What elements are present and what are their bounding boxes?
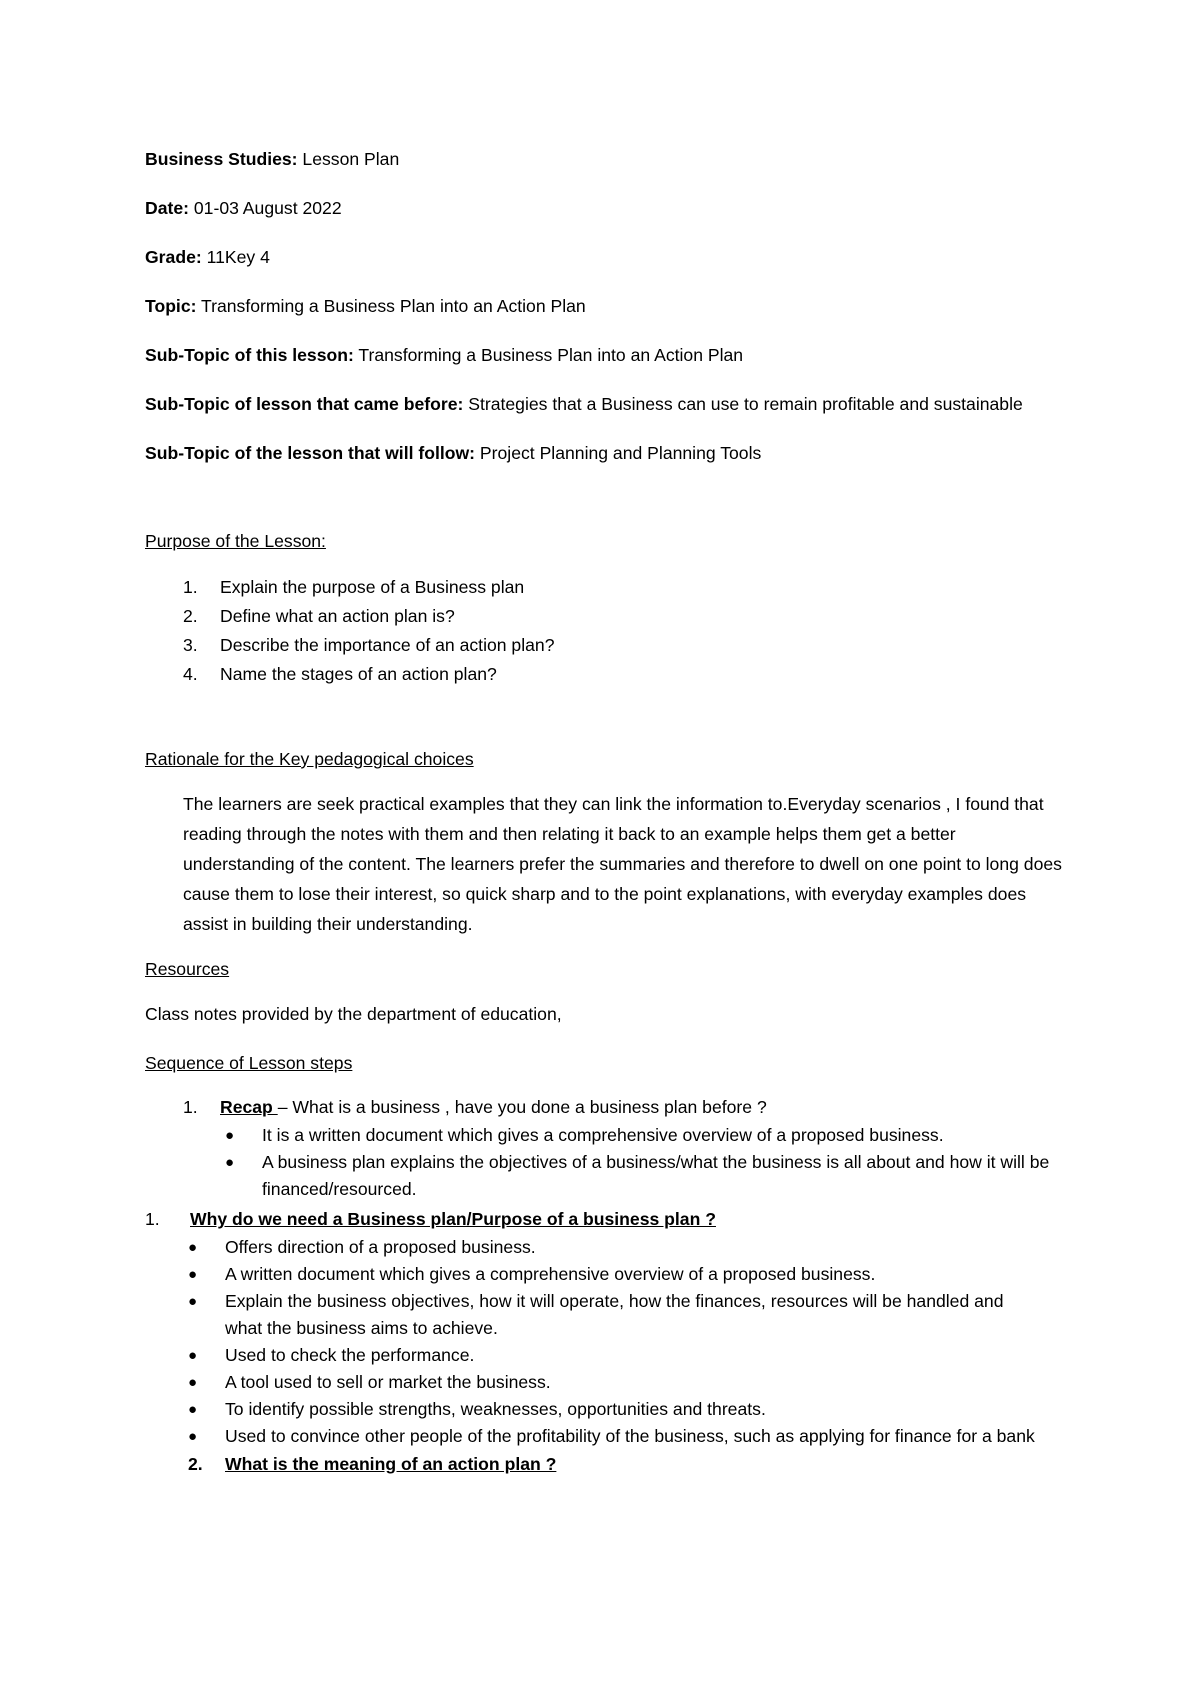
list-item: ● Explain the business objectives, how it will operate, how the finances, resources will be handled and what the business aims to achieve.	[145, 1288, 1045, 1342]
list-item: ● Used to check the performance.	[145, 1342, 1065, 1369]
document-page	[145, 145, 1065, 1479]
bullet-icon: ●	[188, 1239, 198, 1256]
list-item: ● Used to convince other people of the profitability of the business, such as applying for finance for a bank	[145, 1423, 1045, 1450]
purpose-heading: Purpose of the Lesson:	[145, 531, 326, 551]
bullet-icon: ●	[188, 1428, 198, 1445]
lesson-topic: Topic: Transforming a Business Plan into an Action Plan	[145, 296, 586, 316]
bullet-icon: ●	[188, 1347, 198, 1364]
list-item: 3. Describe the importance of an action plan?	[183, 635, 555, 655]
sequence-heading: Sequence of Lesson steps	[145, 1053, 353, 1073]
previous-subtopic: Sub-Topic of lesson that came before: Strategies that a Business can use to remain profitable and sustainable	[145, 394, 1023, 414]
recap-bullets	[145, 1122, 1065, 1203]
bullet-icon: ●	[188, 1401, 198, 1418]
recap-step: 1. Recap – What is a business , have you done a business plan before ?	[183, 1097, 767, 1117]
list-item: ● A tool used to sell or market the business.	[145, 1369, 1065, 1396]
list-item: ● A business plan explains the objectives of a business/what the business is all about and how it will be financed/resourced.	[145, 1149, 1062, 1203]
why-business-plan-step: 1. Why do we need a Business plan/Purpose of a business plan ?	[145, 1209, 716, 1229]
list-item: 1. Explain the purpose of a Business plan	[183, 577, 525, 597]
list-item: ● A written document which gives a comprehensive overview of a proposed business.	[145, 1261, 1065, 1288]
list-item: ● To identify possible strengths, weaknesses, opportunities and threats.	[145, 1396, 1065, 1423]
rationale-heading: Rationale for the Key pedagogical choices	[145, 749, 474, 769]
resources-text: Class notes provided by the department of education,	[145, 1004, 562, 1024]
list-item: ● Offers direction of a proposed business.	[145, 1234, 1065, 1261]
bullet-icon: ●	[188, 1374, 198, 1391]
lesson-grade: Grade: 11Key 4	[145, 247, 270, 267]
purpose-list	[145, 573, 1065, 689]
bullet-icon: ●	[225, 1154, 235, 1171]
next-subtopic: Sub-Topic of the lesson that will follow: Project Planning and Planning Tools	[145, 443, 762, 463]
bullet-icon: ●	[188, 1266, 198, 1283]
list-item: 4. Name the stages of an action plan?	[183, 664, 497, 684]
doc-title: Business Studies: Lesson Plan	[145, 149, 400, 169]
lesson-date: Date: 01-03 August 2022	[145, 198, 342, 218]
list-item: 2. Define what an action plan is?	[183, 606, 455, 626]
action-plan-meaning-step: 2. What is the meaning of an action plan ?	[188, 1454, 557, 1474]
why-bullets	[145, 1234, 1065, 1450]
lesson-subtopic: Sub-Topic of this lesson: Transforming a Business Plan into an Action Plan	[145, 345, 744, 365]
bullet-icon: ●	[225, 1127, 235, 1144]
resources-heading: Resources	[145, 959, 230, 979]
rationale-text: The learners are seek practical examples that they can link the information to.Everyday scenarios , I found that reading through the notes with them and then relating it back to an example helps them get a better understanding of the content. The learners prefer the summaries and therefore to dwell on one point to long does cause them to lose their interest, so quick sharp and to the point explanations, with everyday examples does assist in building their understanding.	[183, 794, 1062, 934]
bullet-icon: ●	[188, 1293, 198, 1310]
list-item: ● It is a written document which gives a comprehensive overview of a proposed business.	[145, 1122, 1065, 1149]
